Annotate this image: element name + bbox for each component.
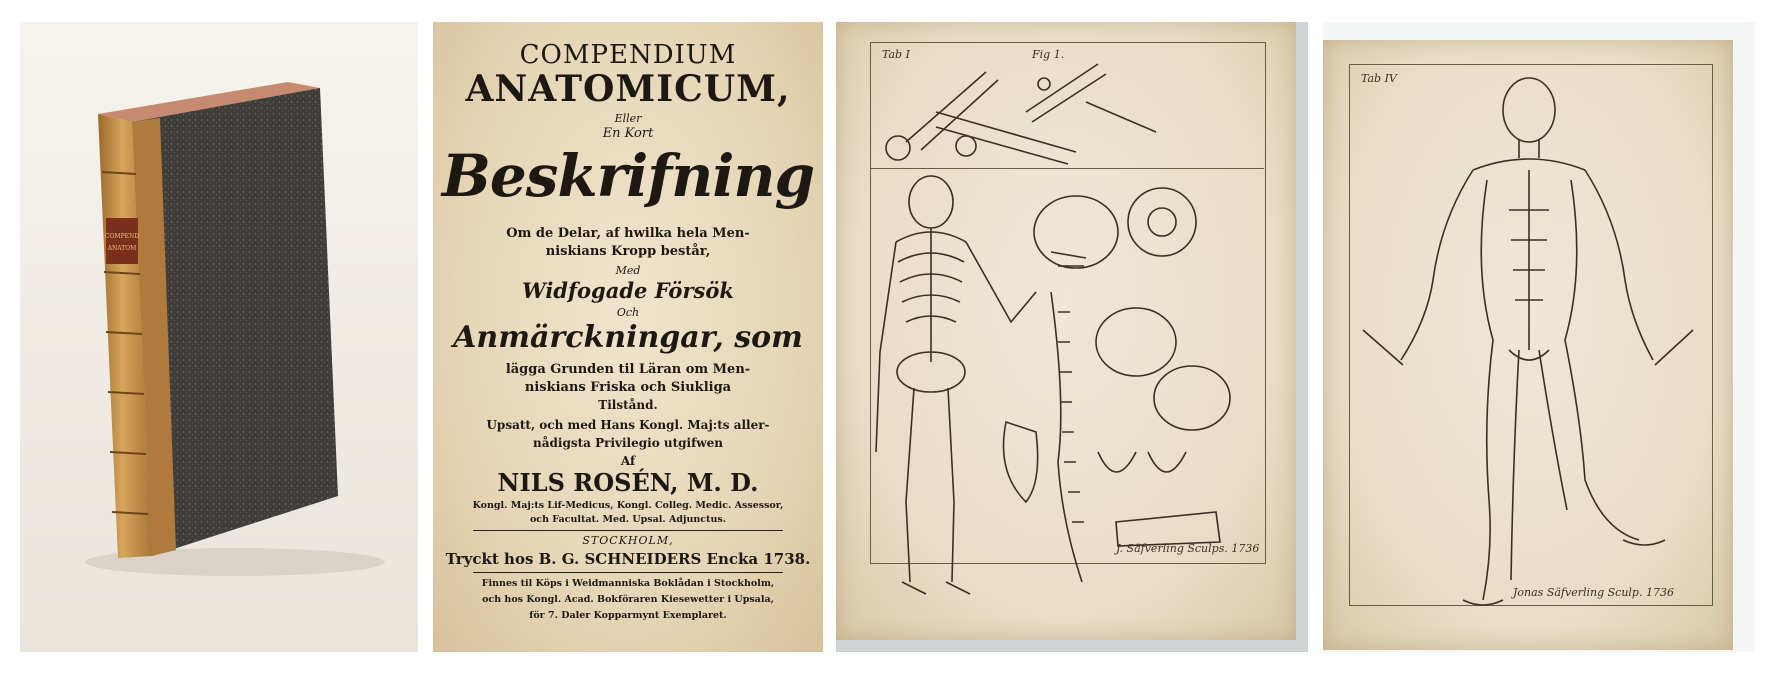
divider-rule-1: [473, 530, 783, 531]
spine-label-line-1: COMPEND: [104, 233, 140, 240]
place-of-printing: STOCKHOLM,: [582, 534, 674, 547]
title-line-20: och Facultat. Med. Upsal. Adjunctus.: [529, 514, 727, 525]
title-line-7: niskians Kropp består,: [545, 244, 711, 259]
title-line-4: En Kort: [602, 126, 654, 141]
title-line-13: niskians Friska och Siukliga: [524, 380, 732, 395]
title-line-16: nådigsta Privilegio utgifwen: [533, 436, 723, 450]
title-line-3: Eller: [614, 112, 642, 125]
title-line-12: lägga Grunden til Läran om Men-: [505, 362, 751, 377]
book-photo: [20, 22, 418, 652]
muscle-figure-engraving: [1323, 40, 1733, 650]
tab-label: Tab I: [882, 48, 910, 61]
fig-label: Fig 1.: [1032, 48, 1065, 61]
title-line-8: Med: [615, 264, 641, 277]
title-line-17: Af: [620, 454, 636, 468]
title-line-19: Kongl. Maj:ts Lif-Medicus, Kongl. Colleg. Medic. Assessor,: [472, 500, 784, 511]
plate-tab-one: [836, 22, 1308, 652]
title-line-25: för 7. Daler Kopparmynt Exemplaret.: [529, 610, 727, 621]
tab-label: Tab IV: [1361, 72, 1397, 85]
author-name: NILS ROSÉN, M. D.: [497, 468, 759, 497]
title-line-2: ANATOMICUM,: [465, 68, 791, 110]
title-line-14: Tilstånd.: [598, 398, 658, 412]
title-line-15: Upsatt, och med Hans Kongl. Maj:ts aller-: [486, 418, 770, 432]
title-line-1: COMPENDIUM: [519, 40, 737, 70]
engraver-signature: J. Säfverling Sculps. 1736: [1116, 542, 1260, 555]
title-line-23: Finnes til Köps i Weidmanniska Boklådan i Stockholm,: [481, 578, 775, 589]
title-line-6: Om de Delar, af hwilka hela Men-: [506, 226, 750, 241]
title-line-11: Anmärckningar, som: [453, 320, 803, 355]
title-page: [433, 22, 823, 652]
title-line-5: Beskrifning: [441, 142, 815, 210]
divider-rule-2: [473, 572, 783, 573]
engraver-signature: Jonas Säfverling Sculp. 1736: [1513, 586, 1674, 599]
title-line-10: Och: [616, 306, 640, 319]
plate-tab-four: [1323, 22, 1755, 652]
title-line-24: och hos Kongl. Acad. Bokföraren Kiesewetter i Upsala,: [482, 594, 774, 605]
title-line-9: Widfogade Försök: [522, 278, 734, 303]
book-illustration: [20, 22, 418, 652]
spine-label-line-2: ANATOM: [107, 245, 137, 252]
printer-line: Tryckt hos B. G. SCHNEIDERS Enckа 1738.: [445, 550, 811, 568]
